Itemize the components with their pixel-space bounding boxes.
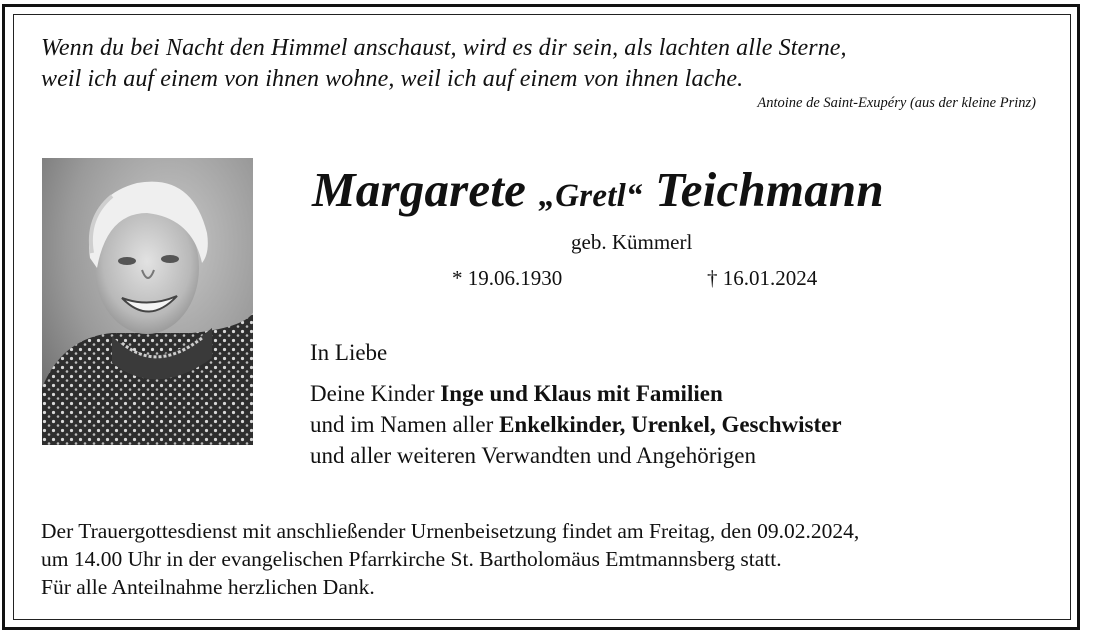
deceased-name <box>312 160 884 226</box>
mourners-children <box>310 378 842 409</box>
portrait-photo <box>42 158 253 445</box>
nickname: „Gretl“ <box>538 178 643 214</box>
quote-line: weil ich auf einem von ihnen wohne, weil ich auf einem von ihnen lache. <box>41 66 744 92</box>
spacer <box>310 368 842 378</box>
children-names: Inge und Klaus mit Familien <box>440 381 723 406</box>
birth-name: geb. Kümmerl <box>571 230 693 254</box>
last-name: Teichmann <box>655 162 884 217</box>
quote <box>41 33 847 95</box>
birth-date: * 19.06.1930 <box>452 266 563 290</box>
service-info <box>41 517 859 601</box>
portrait-illustration <box>42 158 253 445</box>
service-line: um 14.00 Uhr in der evangelischen Pfarrkirche St. Bartholomäus Emtmannsberg statt. <box>41 547 782 571</box>
mourners-block <box>310 337 842 471</box>
death-date: † 16.01.2024 <box>707 266 818 290</box>
thanks-line: Für alle Anteilnahme herzlichen Dank. <box>41 575 375 599</box>
service-line: Der Trauergottesdienst mit anschließender Urnenbeisetzung findet am Freitag, den 09.02.2024, <box>41 519 860 543</box>
children-prefix: Deine Kinder <box>310 381 441 406</box>
mourners-relatives: und aller weiteren Verwandten und Angehörigen <box>310 443 757 468</box>
quote-author: Antoine de Saint-Exupéry (aus der kleine Prinz) <box>757 95 1036 111</box>
mourners-grandchildren <box>310 409 842 440</box>
mourners-intro: In Liebe <box>310 340 388 365</box>
first-name: Margarete <box>312 162 527 217</box>
quote-line: Wenn du bei Nacht den Himmel anschaust, wird es dir sein, als lachten alle Sterne, <box>41 35 847 61</box>
grandchildren-names: Enkelkinder, Urenkel, Geschwister <box>499 412 842 437</box>
grandchildren-prefix: und im Namen aller <box>310 412 500 437</box>
